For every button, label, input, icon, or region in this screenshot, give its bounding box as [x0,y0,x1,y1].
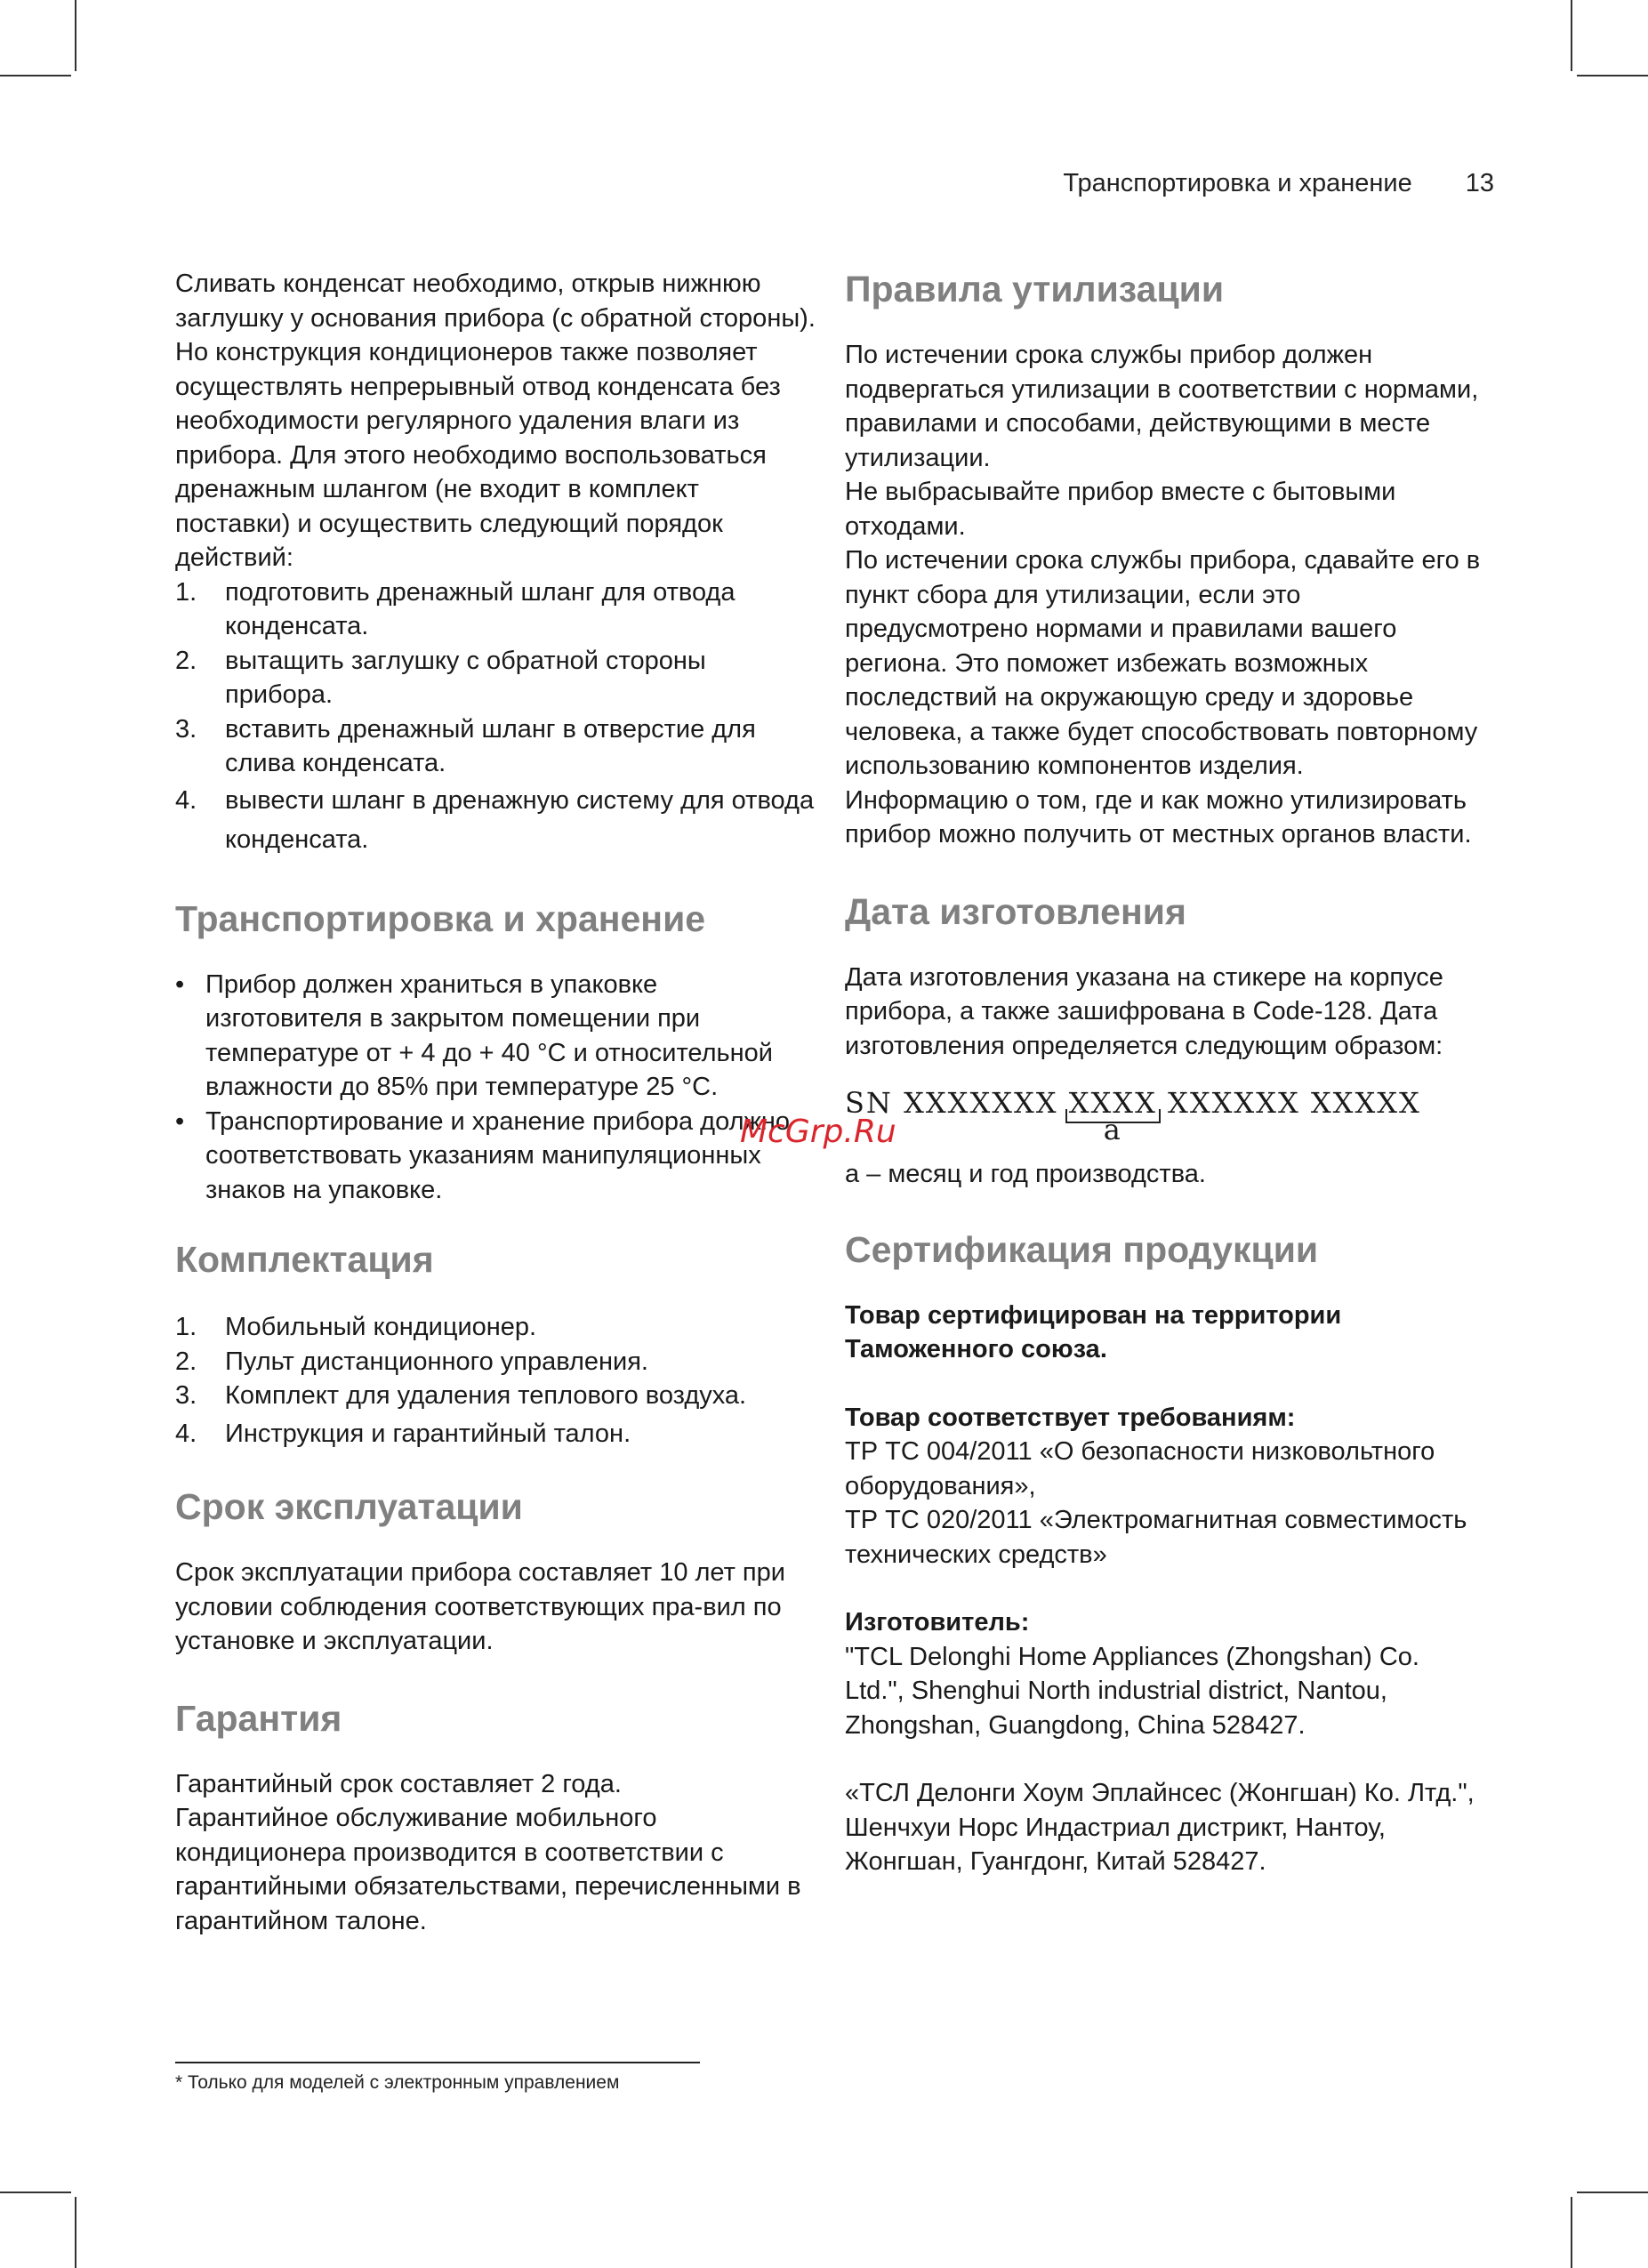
kit-list [175,1310,816,1451]
crop-mark [1577,75,1648,76]
drainage-steps [175,575,816,859]
crop-mark [1577,2192,1648,2193]
list-item: 4. вывести шланг в дренажную систему для отвода конденсата. [175,785,815,854]
crop-mark [75,2197,76,2268]
footnote: * Только для моделей с электронным управлением [175,2072,620,2093]
requirement-item: ТР ТС 020/2011 «Электромагнитная совместимость технических средств» [845,1506,1467,1569]
date-marker: a [1103,1113,1122,1146]
list-item: 1. подготовить дренажный шланг для отвода конденсата. [175,577,736,640]
crop-mark [1571,2197,1572,2268]
heading-kit: Комплектация [175,1239,434,1280]
disposal-paragraph: По истечении срока службы прибора, сдавайте его в пункт сбора для утилизации, если это предусмотрено нормами и правилами вашего региона. Это поможет избежать возможных последствий на окружающую среду и здоровье человека, а также будет способствовать повторному использованию компонентов изделия. [845,546,1481,780]
list-item: 2. Пульт дистанционного управления. [175,1347,648,1376]
manufacturer-ru: «ТСЛ Делонги Хоум Эплайнсес (Жонгшан) Ко. Лтд.", Шенчхуи Норс Индастриал дистрикт, Нантоу, Жонгшан, Гуангдонг, Китай 528427. [845,1779,1475,1876]
heading-certification: Сертификация продукции [845,1228,1319,1270]
warranty-service: Гарантийное обслуживание мобильного кондиционера производится в соответствии с гарантийными обязательствами, перечисленными в гарантийном талоне. [175,1804,801,1935]
left-column [175,267,816,1938]
list-item: 2. вытащить заглушку с обратной стороны прибора. [175,646,706,709]
disposal-paragraph: Не выбрасывайте прибор вместе с бытовыми отходами. [845,478,1396,541]
list-item: 3. Комплект для удаления теплового воздуха. [175,1381,747,1410]
heading-warranty: Гарантия [175,1697,342,1739]
manufacturer-label: Изготовитель: [845,1608,1030,1637]
requirements-label: Товар соответствует требованиям: [845,1403,1296,1432]
sn-suffix: XXXXXX XXXXX [1156,1086,1421,1120]
header-section-title: Транспортировка и хранение [1063,169,1412,197]
crop-mark [1571,0,1572,71]
crop-mark [0,75,71,76]
list-item: 4. Инструкция и гарантийный талон. [175,1419,631,1448]
list-item: 3. вставить дренажный шланг в отверстие для слива конденсата. [175,714,756,777]
crop-mark [75,0,76,71]
transport-bullets [175,968,816,1208]
serial-number-format [845,1086,1485,1146]
list-item: 1. Мобильный кондиционер. [175,1313,537,1341]
requirement-item: ТР ТС 004/2011 «О безопасности низковольтного оборудования», [845,1437,1435,1500]
running-header [1014,169,1494,198]
heading-transport: Транспортировка и хранение [175,897,706,939]
date-legend: a – месяц и год производства. [845,1160,1206,1188]
service-life-text: Срок эксплуатации прибора составляет 10 лет при условии соблюдения соответствующих пра-вил по установке и эксплуатации. [175,1558,785,1655]
heading-manufacture-date: Дата изготовления [845,890,1186,932]
condensate-paragraph: Сливать конденсат необходимо, открыв нижнюю заглушку у основания прибора (с обратной стороны). [175,269,816,333]
manufacture-date-text: Дата изготовления указана на стикере на корпусе прибора, а также зашифрована в Code-128. Дата изготовления определяется следующим образом: [845,962,1443,1060]
disposal-paragraph: По истечении срока службы прибор должен подвергаться утилизации в соответствии с нормами, правилами и способами, действующими в месте утилизации. [845,341,1479,472]
heading-disposal: Правила утилизации [845,269,1225,310]
sn-date-segment: XXXX a [1069,1086,1157,1120]
list-item: • Прибор должен храниться в упаковке изготовителя в закрытом помещении при температуре от + 4 до + 40 °C и относительной влажности до 85% при температуре 25 °C. [175,969,773,1101]
heading-service-life: Срок эксплуатации [175,1486,523,1527]
list-item: • Транспортирование и хранение прибора должно соответствовать указаниям манипуляционных знаков на упаковке. [175,1106,791,1204]
crop-mark [0,2192,71,2193]
manufacturer-en: "TCL Delonghi Home Appliances (Zhongshan) Co. Ltd.", Shenghui North industrial district, Nantou, Zhongshan, Guangdong, China 528427. [845,1642,1419,1740]
disposal-paragraph: Информацию о том, где и как можно утилизировать прибор можно получить от местных органов власти. [845,785,1472,848]
warranty-period: Гарантийный срок составляет 2 года. [175,1769,622,1798]
page-number: 13 [1465,169,1494,197]
watermark: McGrp.Ru [740,1114,896,1150]
right-column [845,267,1485,1879]
sn-prefix: SN XXXXXXX [845,1086,1069,1120]
certified-statement: Товар сертифицирован на территории Таможенного союза. [845,1300,1342,1363]
footnote-divider [175,2062,700,2063]
drainage-paragraph: Но конструкция кондиционеров также позволяет осуществлять непрерывный отвод конденсата без необходимости регулярного удаления влаги из прибора. Для этого необходимо воспользоваться дренажным шлангом (не входит в комплект поставки) и осуществить следующий порядок действий: [175,338,781,572]
